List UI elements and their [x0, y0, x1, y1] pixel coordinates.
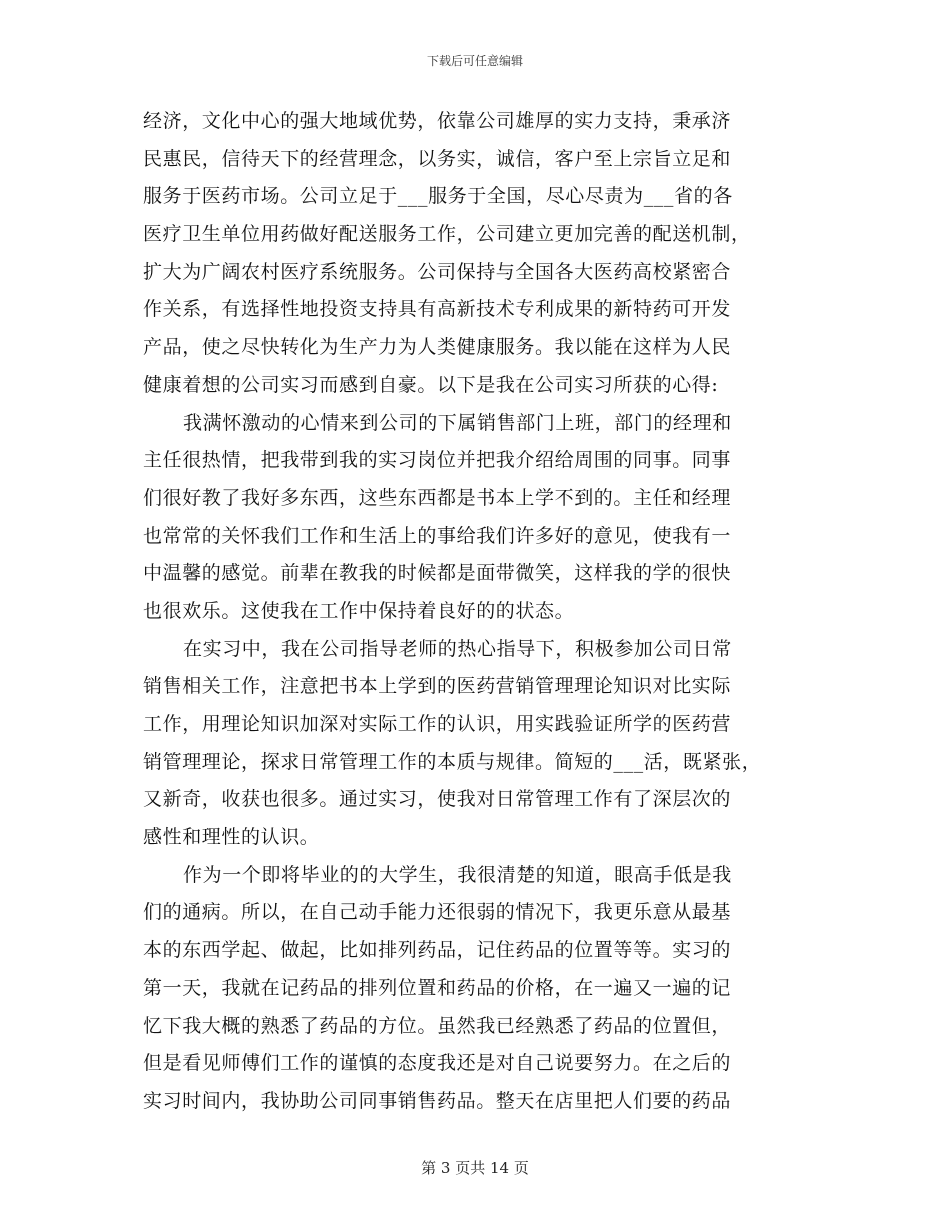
- text-line: 本的东西学起、做起，比如排列药品，记住药品的位置等等。实习的: [143, 939, 732, 962]
- page-footer: 第 3 页共 14 页: [421, 1159, 529, 1177]
- text-line: 民惠民，信待天下的经营理念，以务实，诚信，客户至上宗旨立足和: [143, 147, 732, 170]
- text-line: 但是看见师傅们工作的谨慎的态度我还是对自己说要努力。在之后的: [143, 1052, 732, 1075]
- text-line: 主任很热情，把我带到我的实习岗位并把我介绍给周围的同事。同事: [143, 449, 732, 472]
- text-line: 产品，使之尽快转化为生产力为人类健康服务。我以能在这样为人民: [143, 336, 732, 359]
- text-line: 扩大为广阔农村医疗系统服务。公司保持与全国各大医药高校紧密合: [143, 260, 732, 283]
- page-header: 下载后可任意编辑: [426, 54, 523, 68]
- text-line: 感性和理性的认识。: [143, 826, 320, 849]
- text-line: 在实习中，我在公司指导老师的热心指导下，积极参加公司日常: [183, 637, 732, 660]
- document-body: [143, 103, 818, 1121]
- text-line: 中温馨的感觉。前辈在教我的时候都是面带微笑，这样我的学的很快: [143, 562, 732, 585]
- text-line: 医疗卫生单位用药做好配送服务工作，公司建立更加完善的配送机制，: [143, 223, 751, 246]
- text-line: 第一天，我就在记药品的排列位置和药品的价格，在一遍又一遍的记: [143, 976, 732, 999]
- text-line: 销售相关工作，注意把书本上学到的医药营销管理理论知识对比实际: [143, 675, 732, 698]
- text-line: 服务于医药市场。公司立足于___服务于全国，尽心尽责为___省的各: [143, 185, 733, 208]
- text-line: 又新奇，收获也很多。通过实习，使我对日常管理工作有了深层次的: [143, 788, 732, 811]
- text-line: 作关系，有选择性地投资支持具有高新技术专利成果的新特药可开发: [143, 298, 732, 321]
- text-line: 工作，用理论知识加深对实际工作的认识，用实践验证所学的医药营: [143, 713, 732, 735]
- text-line: 实习时间内，我协助公司同事销售药品。整天在店里把人们要的药品: [143, 1089, 732, 1112]
- text-line: 们的通病。所以，在自己动手能力还很弱的情况下，我更乐意从最基: [143, 901, 732, 924]
- text-line: 经济，文化中心的强大地域优势，依靠公司雄厚的实力支持，秉承济: [143, 110, 732, 132]
- text-line: 也常常的关怀我们工作和生活上的事给我们许多好的意见，使我有一: [143, 524, 732, 547]
- text-line: 们很好教了我好多东西，这些东西都是书本上学不到的。主任和经理: [143, 486, 732, 509]
- text-line: 销管理理论，探求日常管理工作的本质与规律。简短的___活，既紧张，: [143, 750, 762, 773]
- text-line: 作为一个即将毕业的的大学生，我很清楚的知道，眼高手低是我: [183, 863, 732, 886]
- text-line: 忆下我大概的熟悉了药品的方位。虽然我已经熟悉了药品的位置但，: [143, 1014, 732, 1037]
- text-line: 也很欢乐。这使我在工作中保持着良好的的状态。: [143, 599, 575, 622]
- text-line: 健康着想的公司实习而感到自豪。以下是我在公司实习所获的心得:: [143, 373, 719, 396]
- text-line: 我满怀激动的心情来到公司的下属销售部门上班，部门的经理和: [183, 411, 732, 434]
